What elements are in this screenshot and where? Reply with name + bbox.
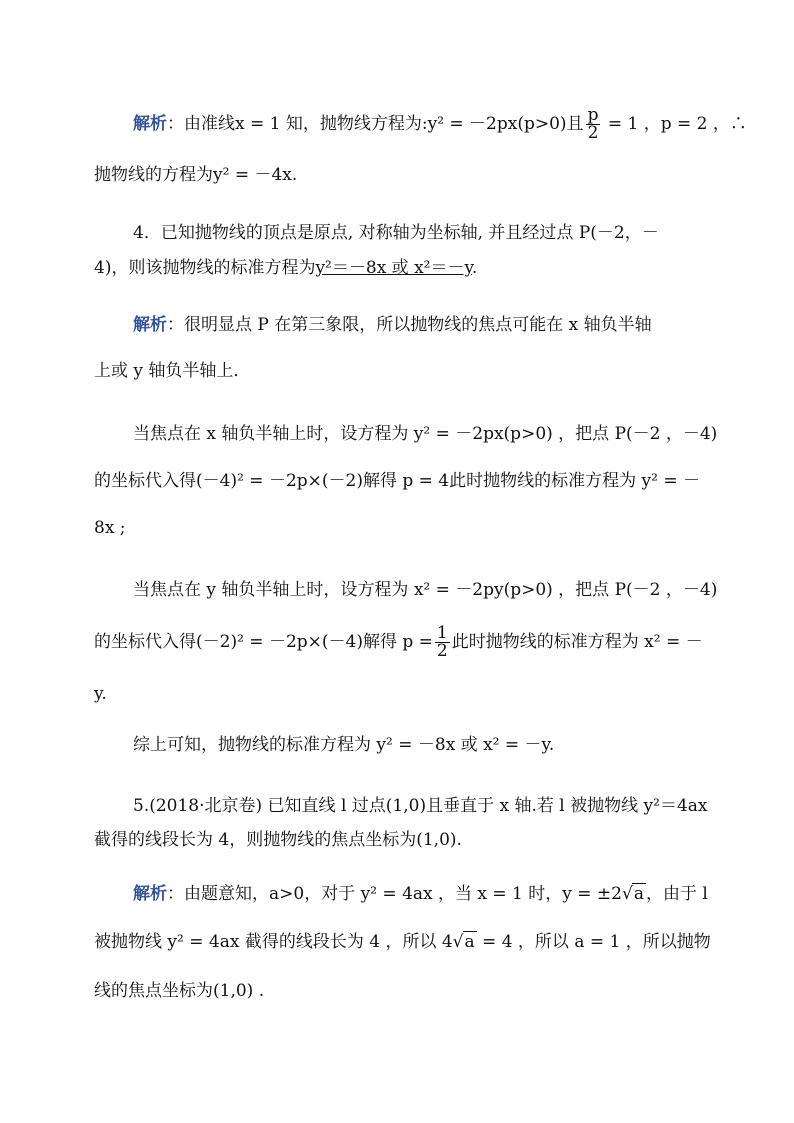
solution-4-line-8: y. — [94, 684, 107, 704]
question-5-line-1: 5.(2018·北京卷) 已知直线 l 过点(1,0)且垂直于 x 轴.若 l 被抛物线 y²＝4ax — [133, 796, 708, 816]
solution-1-line-2: 抛物线的方程为y² = －4x. — [94, 165, 298, 185]
fraction — [435, 625, 450, 660]
solution-4-line-9: 综上可知，抛物线的标准方程为 y² = －8x 或 x² = －y. — [133, 735, 555, 755]
fraction — [586, 107, 601, 142]
fraction-numerator: 1 — [436, 623, 448, 643]
solution-4-line-4: 的坐标代入得(－4)² = －2p×(－2)解得 p = 4此时抛物线的标准方程为 y² = － — [94, 471, 700, 491]
solution-label: 解析 — [133, 884, 167, 904]
question-4-line-2 — [94, 258, 477, 278]
question-4-line-1: 4．已知抛物线的顶点是原点, 对称轴为坐标轴, 并且经过点 P(－2，－ — [133, 223, 659, 243]
question-text: . — [471, 258, 478, 278]
solution-4-line-1 — [133, 315, 652, 335]
fraction-denominator: 2 — [436, 641, 448, 661]
solution-text: ：由准线x = 1 知，抛物线方程为:y² = －2px(p>0)且 — [167, 114, 584, 134]
sqrt-radicand: a — [464, 932, 475, 952]
solution-text: = 1 ，p = 2 ，∴ — [602, 114, 747, 134]
question-text: 4)，则该抛物线的标准方程为 — [94, 258, 316, 278]
solution-4-line-7 — [94, 625, 703, 660]
solution-4-line-5: 8x ; — [94, 518, 126, 538]
solution-text: 的坐标代入得(－2)² = －2p×(－4)解得 p = — [94, 632, 433, 652]
solution-4-line-6: 当焦点在 y 轴负半轴上时，设方程为 x² = －2py(p>0) ，把点 P(－2 ，－4) — [133, 580, 718, 600]
solution-text: = 4 ，所以 a = 1 ，所以抛物 — [476, 932, 711, 952]
solution-label: 解析 — [133, 315, 167, 335]
sqrt-expression: √a — [622, 884, 644, 904]
solution-text: ，由于 l — [645, 884, 708, 904]
solution-text: ：由题意知，a>0，对于 y² = 4ax ，当 x = 1 时，y = ±2 — [167, 884, 622, 904]
fraction-numerator: p — [587, 105, 599, 125]
solution-text: ：很明显点 P 在第三象限，所以抛物线的焦点可能在 x 轴负半轴 — [167, 315, 652, 335]
solution-5-line-1 — [133, 884, 708, 904]
solution-1-line-1 — [133, 107, 747, 142]
solution-text: 被抛物线 y² = 4ax 截得的线段长为 4 ，所以 4 — [94, 932, 453, 952]
solution-4-line-3: 当焦点在 x 轴负半轴上时，设方程为 y² = －2px(p>0) ，把点 P(－2 ，－4) — [133, 424, 718, 444]
solution-4-line-2: 上或 y 轴负半轴上． — [94, 361, 251, 381]
sqrt-expression: √a — [452, 932, 475, 952]
solution-5-line-3: 线的焦点坐标为(1,0) . — [94, 981, 265, 1001]
question-5-line-2: 截得的线段长为 4，则抛物线的焦点坐标为(1,0). — [94, 830, 462, 850]
solution-5-line-2 — [94, 932, 711, 952]
answer-underlined: y²＝－8x 或 x²＝－y — [315, 258, 472, 278]
fraction-denominator: 2 — [587, 123, 599, 143]
sqrt-radicand: a — [633, 884, 644, 904]
solution-text: 此时抛物线的标准方程为 x² = － — [451, 632, 703, 652]
solution-label: 解析 — [133, 114, 167, 134]
